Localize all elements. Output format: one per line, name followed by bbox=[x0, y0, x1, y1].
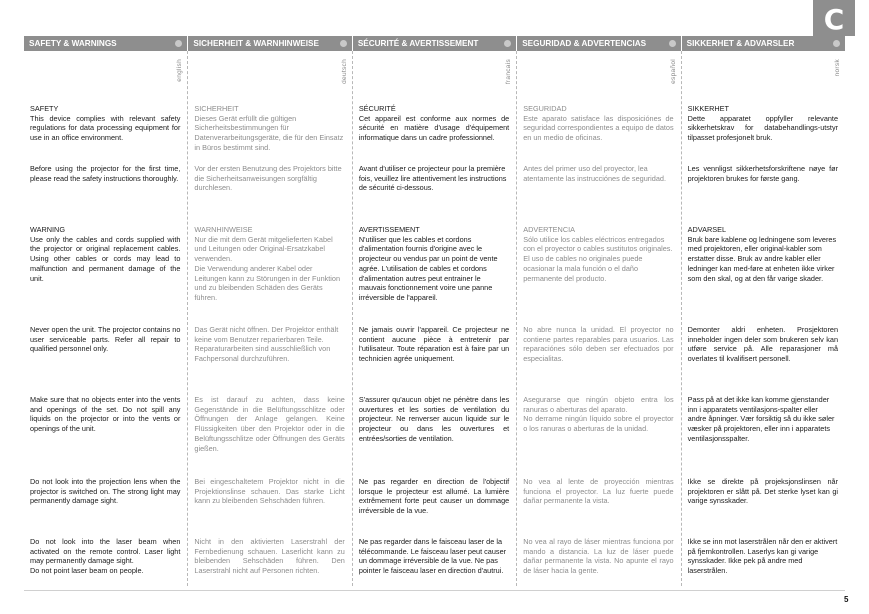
header-deutsch bbox=[188, 36, 352, 51]
paragraph-vents: S'assurer qu'aucun objet ne pénètre dans les ouvertures et les sorties de ventilation du projecteur. Ne renverser aucun liquide sur le projecteur ou dans les ouvertures et entrées/sorties de ventilation. bbox=[358, 395, 510, 443]
bullet-icon bbox=[175, 40, 182, 47]
paragraph-warning-cables: ADVERTENCIA Sólo utilice los cables eléctricos entregados con el proyector o cables sustitutos originales. El uso de cables no originales puede ocasionar la mala función o el daño permanente del producto. bbox=[523, 225, 673, 283]
column-norsk bbox=[682, 51, 845, 586]
footer-rule bbox=[24, 590, 845, 591]
paragraph-laser: Ikke se inn mot laserstrålen når den er aktivert på fjernkontrollen. Laserlys kan gi varige synsskader. Ikke pek på andre med laserstrålen. bbox=[687, 537, 838, 576]
paragraph-vents: Asegurarse que ningún objeto entra los ranuras o aberturas del aparato. No derrame ningún líquido sobre el proyector o los ranuras o aberturas de la unidad. bbox=[523, 395, 674, 434]
paragraph-read-instructions: Antes del primer uso del proyector, lea atentamente las instrucciónes de seguridad. bbox=[523, 164, 666, 183]
paragraph-do-not-open: No abre nunca la unidad. El proyector no contiene partes reparables para usuarios. Las reparaciónes sólo deben ser efectuados por especialitas. bbox=[523, 325, 674, 364]
column-deutsch bbox=[188, 51, 352, 586]
language-label: deutsch bbox=[340, 59, 348, 84]
language-label: english bbox=[176, 59, 184, 82]
paragraph-do-not-open: Ne jamais ouvrir l'appareil. Ce projecteur ne contient aucune pièce à entretenir par l'utilisateur. Toute réparation est à faire par un technicien agrée uniquement. bbox=[358, 325, 510, 364]
bullet-icon bbox=[669, 40, 676, 47]
header-label: SAFETY & WARNINGS bbox=[29, 39, 117, 48]
header-espanol bbox=[517, 36, 681, 51]
paragraph-vents: Es ist darauf zu achten, dass keine Gegenstände in die Belüftungsschlitze oder Öffnungen der Anlage gelangen. Keine Flüssigkeiten über den Projektor oder in die Belüftungsschlitze oder Öffnungen des Geräts gießen. bbox=[194, 395, 345, 453]
paragraph-warning-cables: WARNING Use only the cables and cords supplied with the projector or original replacement cables. Using other cables or cords may lead to malfunction and permanent damage of the unit. bbox=[30, 225, 181, 283]
paragraph-read-instructions: Avant d'utiliser ce projecteur pour la première fois, veuillez lire attentivement les instructions de sécurité ci-dessous. bbox=[358, 164, 507, 193]
paragraph-laser: Do not look into the laser beam when activated on the remote control. Laser light may permanently damage sight. Do not point laser beam on people. bbox=[30, 537, 181, 576]
paragraph-safety: SAFETY This device complies with relevant safety regulations for data processing equipment for use in an office environment. bbox=[30, 104, 181, 143]
paragraph-lens: Do not look into the projection lens when the projector is switched on. The strong light may permanently damage sight. bbox=[30, 477, 181, 506]
column-espanol bbox=[517, 51, 681, 586]
language-label: francais bbox=[505, 59, 513, 85]
paragraph-vents: Make sure that no objects enter into the vents and openings of the set. Do not spill any liquids on the projector or into the vents or openings of the unit. bbox=[30, 395, 181, 434]
paragraph-warning-cables: ADVARSEL Bruk bare kablene og ledningene som leveres med projektoren, eller original-kabler som erstatter disse. Bruk av andre kabler eller ledninger kan med-føre at enheten ikke virker som den skal, og at den får varige skader. bbox=[687, 225, 837, 283]
header-norsk bbox=[682, 36, 845, 51]
paragraph-read-instructions: Les vennligst sikkerhetsforskriftene nøye før projektoren brukes for første gang. bbox=[687, 164, 839, 183]
page-number: 5 bbox=[844, 595, 849, 604]
chapter-tab bbox=[813, 0, 855, 36]
paragraph-lens: Ne pas regarder en direction de l'objectif lorsque le projecteur est allumé. La lumière extrêmement forte peut causer un dommage irréversible de la vue. bbox=[358, 477, 510, 516]
paragraph-read-instructions: Vor der ersten Benutzung des Projektors bitte die Sicherheitsanweisungen sorgfältig durchlesen. bbox=[194, 164, 342, 193]
paragraph-warning-cables: AVERTISSEMENT N'utiliser que les cables et cordons d'alimentation fournis d'origine avec le projecteur ou vendus par un point de vente agrée. L'utilisation de cables et cordons d'alimentation autres peut entrainer le mauvais fonctionnement voire une panne irréversible de l'appareil. bbox=[358, 225, 498, 302]
chapter-letter: C bbox=[823, 3, 845, 36]
header-label: SEGURIDAD & ADVERTENCIAS bbox=[522, 39, 647, 48]
paragraph-lens: Bei eingeschaltetem Projektor nicht in die Projektionslinse schauen. Das starke Licht kann zu bleibenden Sehschäden führen. bbox=[194, 477, 345, 506]
paragraph-safety: SIKKERHET Dette apparatet oppfyller relevante sikkerhetskrav for databehandlings-utstyr tilpasset profesjonelt bruk. bbox=[687, 104, 839, 143]
header-english bbox=[24, 36, 188, 51]
paragraph-safety: SEGURIDAD Este aparato satisface las disposiciónes de seguridad correspondientes a equipo de datos en un medio de oficinas. bbox=[523, 104, 674, 143]
language-label: español bbox=[669, 59, 677, 84]
column-francais bbox=[353, 51, 517, 586]
header-label: SIKKERHET & ADVARSLER bbox=[686, 39, 795, 48]
paragraph-laser: Nicht in den aktivierten Laserstrahl der Fernbedienung schauen. Laserlicht kann zu bleibenden Sehschäden führen. Den Laserstrahl nicht auf Personen richten. bbox=[194, 537, 345, 576]
content-grid bbox=[24, 51, 845, 586]
language-label: norsk bbox=[834, 59, 842, 77]
header-francais bbox=[353, 36, 517, 51]
paragraph-vents: Pass på at det ikke kan komme gjenstander inn i apparatets ventilasjons-spalter eller andre åpninger. Vær forsiktig så du ikke søler væsker på projektoren, eller inn i apparatets ventilasjonsspalter. bbox=[687, 395, 835, 443]
bullet-icon bbox=[833, 40, 840, 47]
paragraph-do-not-open: Das Gerät nicht öffnen. Der Projektor enthält keine vom Benutzer reparierbaren Teile. Reparaturarbeiten sind ausschließlich von Fachpersonal durchzuführen. bbox=[194, 325, 339, 364]
bullet-icon bbox=[340, 40, 347, 47]
paragraph-do-not-open: Demonter aldri enheten. Prosjektoren inneholder ingen deler som brukeren selv kan utføre service på. Alle reparasjoner må overlates til kvalifisert personell. bbox=[687, 325, 839, 364]
bullet-icon bbox=[504, 40, 511, 47]
column-english bbox=[24, 51, 188, 586]
paragraph-laser: Ne pas regarder dans le faisceau laser de la télécommande. Le faisceau laser peut causer un dommage irréversible de la vue. Ne pas pointer le faisceau laser en direction d'autrui. bbox=[358, 537, 507, 576]
header-label: SICHERHEIT & WARNHINWEISE bbox=[193, 39, 319, 48]
paragraph-lens: No vea al lente de proyección mientras funciona el proyector. La luz fuerte puede dañar permanente la vista. bbox=[523, 477, 674, 506]
paragraph-warning-cables: WARNHINWEISE Nur die mit dem Gerät mitgelieferten Kabel und Leitungen oder Original-Ersatzkabel verwenden. Die Verwendung anderer Kabel oder Leitungen kann zu Störungen in der Funktion und zu bleibenden Schäden des Geräts führen. bbox=[194, 225, 341, 302]
section-header-bar bbox=[24, 36, 845, 51]
paragraph-safety: SÉCURITÉ Cet appareil est conforme aux normes de sécurité en matière d'usage d'équipement informatique dans un cadre professionnel. bbox=[358, 104, 510, 143]
paragraph-read-instructions: Before using the projector for the first time, please read the safety instructions thoroughly. bbox=[30, 164, 181, 183]
paragraph-lens: Ikke se direkte på projeksjonslinsen når projektoren er slått på. Det sterke lyset kan gi varige synsskader. bbox=[687, 477, 839, 506]
paragraph-laser: No vea al rayo de láser mientras funciona por mando a distancia. La luz de láser puede dañar permanente la vista. No apunte el rayo de láser hacia la gente. bbox=[523, 537, 674, 576]
paragraph-safety: SICHERHEIT Dieses Gerät erfüllt die gültigen Sicherheitsbestimmungen für Datenverarbeitungsgeräte, die für den Einsatz in Büros bestimmt sind. bbox=[194, 104, 344, 152]
header-label: SÉCURITÉ & AVERTISSEMENT bbox=[357, 39, 479, 48]
paragraph-do-not-open: Never open the unit. The projector contains no user serviceable parts. Refer all repair to qualified personnel only. bbox=[30, 325, 181, 354]
